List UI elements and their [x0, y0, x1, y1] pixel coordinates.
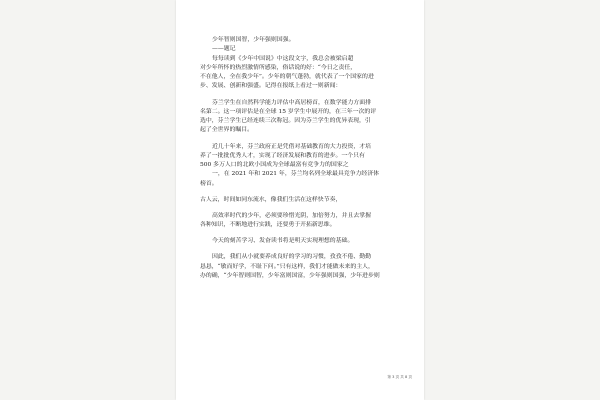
text-line: 高效率时代的少年，必须要珍惜光阴，加倍努力，并且去掌握: [212, 212, 372, 219]
text-line: ——题记: [212, 46, 236, 53]
text-line: 步、发展、创新和强盛。记得在报纸上看过一则新闻：: [200, 83, 342, 90]
text-line: 养了一批批优秀人才，实现了经济发展和教育的进步。一个只有: [200, 152, 365, 159]
text-line: 起了全世界的瞩目。: [200, 127, 254, 134]
text-line: 古人云，时间如同东流水，像我们生活在这样快节奏，: [200, 196, 342, 203]
document-body: [200, 36, 418, 281]
text-line: 因此，我们从小就要养成良好的学习的习惯，孜孜不倦、勤勤: [212, 254, 372, 261]
text-line: 各种知识，不断地进行实践，还要勇于开拓新思维。: [200, 222, 336, 229]
text-line: 对少年所怀的热烈激情所感染，俗话说的好：“今日之责任，: [200, 64, 357, 71]
text-line: 办的确，“少年智则国智，少年富则国富，少年强则国强，少年进步则: [200, 273, 380, 280]
paragraph-gap: [200, 189, 418, 196]
paragraph-gap: [200, 92, 418, 99]
paragraph-gap: [200, 136, 418, 143]
document-page: [176, 0, 424, 400]
text-line: 选中，芬兰学生已经连续三次称冠。因为芬兰学生的优异表现，引: [200, 118, 371, 125]
paragraph-gap: [200, 247, 418, 254]
text-line: 近几十年来，芬兰政府正是凭借对基础教育的大力投资，才培: [212, 143, 372, 150]
text-line: 500 多万人口的北欧小国成为全球最富有竞争力的国家之: [200, 162, 349, 169]
text-line: 芬兰学生在自然科学能力评估中高居榜首，在数学能力方面排: [212, 99, 372, 106]
text-line: 每每读到《少年中国说》中这段文字，我总会被梁启超: [212, 55, 354, 62]
text-line: 今天的刻苦学习、发奋读书将是明天实现理想的基础。: [212, 238, 354, 245]
paragraph-gap: [200, 205, 418, 212]
text-line: 不在他人，全在我少年”。少年的朝气蓬勃，就代表了一个国家的进: [200, 74, 374, 81]
text-line: 一，在 2021 年和 2021 年，芬兰均名列全球最具竞争力经济体: [212, 171, 380, 178]
page-footer: 第 3 页 共 8 页: [387, 375, 412, 379]
text-line: 恳恳，“敏而好学，不耻下问。”只有这样，我们才能做未来的主人，: [200, 263, 374, 270]
text-line: 名第二。这一项评估是在全球 15 岁学生中展开的，在三年一次的评: [200, 108, 377, 115]
text-line: 榜首。: [200, 180, 218, 187]
text-line: 少年智则国智，少年强则国强。: [212, 37, 295, 43]
paragraph-gap: [200, 231, 418, 238]
